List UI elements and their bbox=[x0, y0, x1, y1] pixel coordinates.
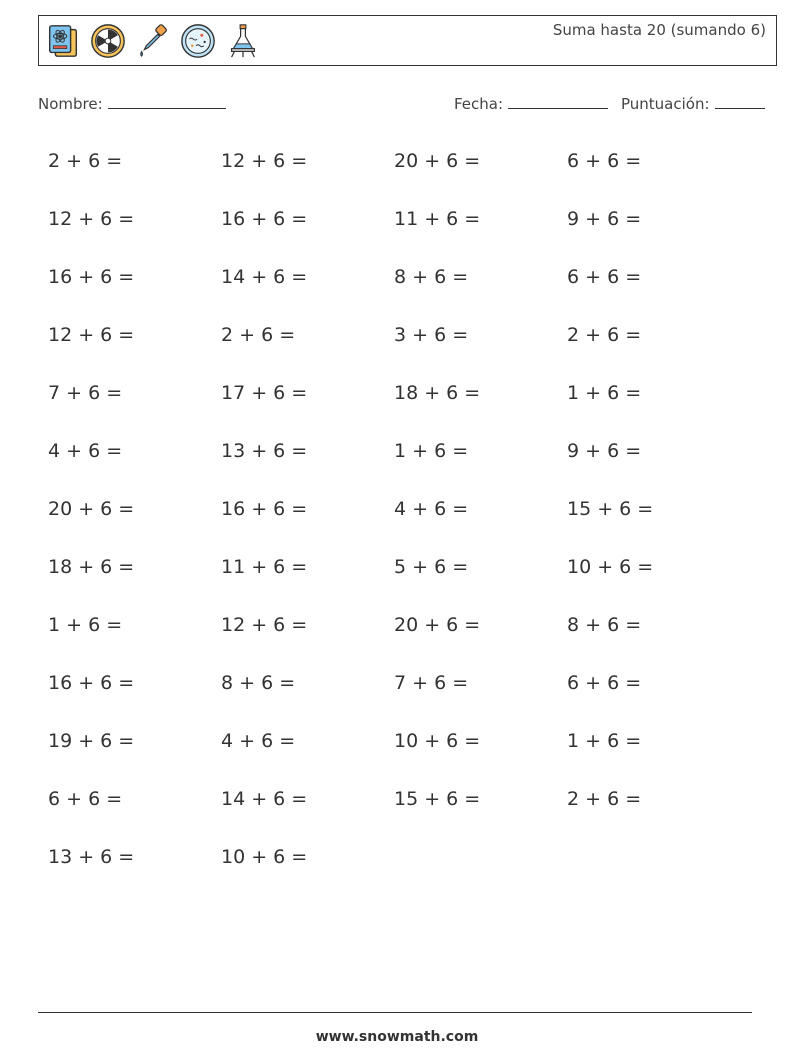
problem: 4 + 6 = bbox=[394, 498, 469, 520]
date-blank[interactable] bbox=[508, 94, 608, 109]
problem: 1 + 6 = bbox=[48, 614, 123, 636]
problem: 12 + 6 = bbox=[48, 324, 135, 346]
problem: 13 + 6 = bbox=[221, 440, 308, 462]
problem: 17 + 6 = bbox=[221, 382, 308, 404]
problem-row bbox=[48, 654, 740, 712]
problem: 4 + 6 = bbox=[48, 440, 123, 462]
problem: 2 + 6 = bbox=[567, 788, 642, 810]
problem-row bbox=[48, 538, 740, 596]
science-book-icon bbox=[44, 22, 82, 60]
problem-row bbox=[48, 364, 740, 422]
problem: 9 + 6 = bbox=[567, 208, 642, 230]
problem: 8 + 6 = bbox=[567, 614, 642, 636]
problem-row bbox=[48, 712, 740, 770]
problem: 11 + 6 = bbox=[394, 208, 481, 230]
problem: 18 + 6 = bbox=[394, 382, 481, 404]
date-label: Fecha: bbox=[454, 95, 504, 113]
problem: 10 + 6 = bbox=[394, 730, 481, 752]
problem-row bbox=[48, 248, 740, 306]
problem: 6 + 6 = bbox=[48, 788, 123, 810]
problem: 7 + 6 = bbox=[48, 382, 123, 404]
problem: 7 + 6 = bbox=[394, 672, 469, 694]
problem: 16 + 6 = bbox=[221, 498, 308, 520]
problem: 8 + 6 = bbox=[394, 266, 469, 288]
radiation-icon bbox=[89, 22, 127, 60]
name-label: Nombre: bbox=[38, 95, 103, 113]
problem-row bbox=[48, 596, 740, 654]
header-box bbox=[38, 15, 777, 66]
worksheet-title: Suma hasta 20 (sumando 6) bbox=[552, 21, 766, 39]
problem: 1 + 6 = bbox=[567, 730, 642, 752]
problem: 10 + 6 = bbox=[567, 556, 654, 578]
problem: 16 + 6 = bbox=[221, 208, 308, 230]
problem: 6 + 6 = bbox=[567, 672, 642, 694]
problem: 12 + 6 = bbox=[221, 150, 308, 172]
problem: 2 + 6 = bbox=[221, 324, 296, 346]
problem: 8 + 6 = bbox=[221, 672, 296, 694]
problem: 14 + 6 = bbox=[221, 266, 308, 288]
problem: 1 + 6 = bbox=[394, 440, 469, 462]
name-blank[interactable] bbox=[108, 94, 226, 109]
problem: 19 + 6 = bbox=[48, 730, 135, 752]
score-label: Puntuación: bbox=[621, 95, 710, 113]
problem: 3 + 6 = bbox=[394, 324, 469, 346]
problem: 9 + 6 = bbox=[567, 440, 642, 462]
problem: 11 + 6 = bbox=[221, 556, 308, 578]
problem: 2 + 6 = bbox=[48, 150, 123, 172]
problem: 12 + 6 = bbox=[48, 208, 135, 230]
problem-row bbox=[48, 306, 740, 364]
problem-row bbox=[48, 480, 740, 538]
problem: 5 + 6 = bbox=[394, 556, 469, 578]
problem: 6 + 6 = bbox=[567, 266, 642, 288]
problem: 16 + 6 = bbox=[48, 266, 135, 288]
problem: 13 + 6 = bbox=[48, 846, 135, 868]
problem: 20 + 6 = bbox=[394, 614, 481, 636]
flask-icon bbox=[224, 22, 262, 60]
petri-dish-icon bbox=[179, 22, 217, 60]
problem: 4 + 6 = bbox=[221, 730, 296, 752]
problem-row bbox=[48, 828, 740, 886]
problem: 18 + 6 = bbox=[48, 556, 135, 578]
problem-grid bbox=[48, 132, 740, 886]
problem: 1 + 6 = bbox=[567, 382, 642, 404]
problem: 14 + 6 = bbox=[221, 788, 308, 810]
date-field bbox=[454, 94, 608, 113]
problem-row bbox=[48, 770, 740, 828]
score-field bbox=[621, 94, 765, 113]
footer-url[interactable]: www.snowmath.com bbox=[315, 1029, 479, 1045]
problem: 10 + 6 = bbox=[221, 846, 308, 868]
problem-row bbox=[48, 190, 740, 248]
header-icons bbox=[44, 21, 262, 61]
problem: 20 + 6 = bbox=[394, 150, 481, 172]
problem-row bbox=[48, 422, 740, 480]
footer-divider bbox=[38, 1012, 752, 1013]
problem: 2 + 6 = bbox=[567, 324, 642, 346]
problem: 15 + 6 = bbox=[567, 498, 654, 520]
problem-row bbox=[48, 132, 740, 190]
problem: 12 + 6 = bbox=[221, 614, 308, 636]
problem: 20 + 6 = bbox=[48, 498, 135, 520]
problem: 16 + 6 = bbox=[48, 672, 135, 694]
score-blank[interactable] bbox=[715, 94, 765, 109]
problem: 15 + 6 = bbox=[394, 788, 481, 810]
dropper-icon bbox=[134, 22, 172, 60]
name-field bbox=[38, 94, 226, 113]
problem: 6 + 6 = bbox=[567, 150, 642, 172]
